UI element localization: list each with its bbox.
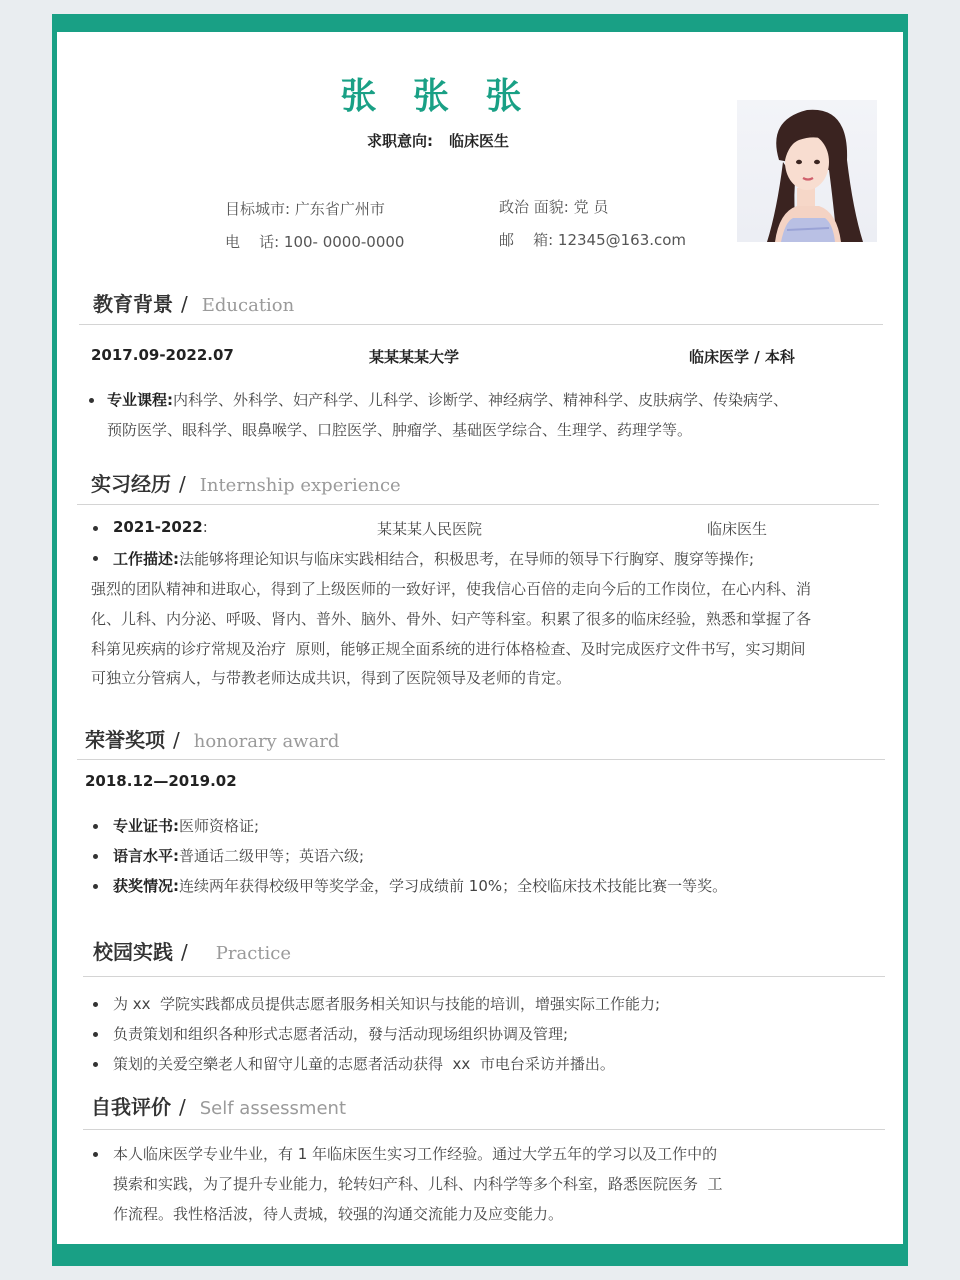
desc-line-3: 化、儿科、内分泌、呼吸、肾内、普外、脑外、骨外、妇产等科室。积累了很多的临床经验，熟悉和掌握了各 [91,610,812,628]
courses-label: 专业课程: [107,391,173,409]
honors-divider [77,759,885,760]
bullet [89,398,94,403]
heading-slash: / [179,472,186,496]
internship-title: 实习经历 [91,472,171,496]
internship-hospital: 某某某人民医院 [377,520,483,538]
internship-desc [113,548,754,569]
internship-role: 临床医生 [707,520,768,538]
courses-line-2: 预防医学、眼科学、眼鼻喉学、口腔医学、肿瘤学、基础医学综合、生理学、药理学等。 [107,421,693,439]
honor-text: 普通话二级甲等；英语六级; [179,847,365,865]
education-school: 某某某某大学 [369,348,460,366]
education-title: 教育背景 [93,292,173,316]
education-major: 临床医学 / 本科 [689,348,795,366]
practice-item: 策划的关爱空樂老人和留守儿童的志愿者活动获得 xx 市电台采访并播出。 [113,1055,615,1073]
practice-item: 为 xx 学院实践都成员提供志愿者服务相关知识与技能的培训，增强实际工作能力; [113,995,661,1013]
target-city: 目标城市: 广东省广州市 [225,200,385,218]
desc-line-1: 法能够将理论知识与临床实践相结合，积极思考，在导师的领导下行胸穿、腹穿等操作; [179,550,755,568]
resume-page [57,32,903,1244]
internship-period-value: 2021-2022 [113,518,203,536]
job-intent-value: 临床医生 [449,132,510,150]
honor-label: 语言水平: [113,847,179,865]
honor-label: 获奖情况: [113,877,179,895]
internship-heading [91,468,401,497]
internship-divider [77,504,879,505]
internship-title-en: Internship experience [199,475,401,496]
self-line-1: 本人临床医学专业牛业，有 1 年临床医生实习工作经验。通过大学五年的学习以及工作中的 [113,1145,718,1163]
desc-line-5: 可独立分管病人，与带教老师达成共识，得到了医院领导及老师的肯定。 [91,669,572,687]
honors-period: 2018.12—2019.02 [85,772,237,790]
education-title-en: Education [201,295,295,316]
honor-text: 医师资格证; [179,817,260,835]
honors-title-en: honorary award [193,731,340,752]
desc-label: 工作描述: [113,550,179,568]
practice-item: 负责策划和组织各种形式志愿者活动，發与活动现场组织协调及管理; [113,1025,569,1043]
bullet [93,884,98,889]
heading-slash: / [181,292,188,316]
honor-item [113,845,364,866]
practice-title: 校园实践 [93,940,173,964]
self-line-3: 作流程。我性格活波，待人责城，较强的沟通交流能力及应变能力。 [113,1205,564,1223]
bullet [93,824,98,829]
bullet [93,1032,98,1037]
internship-period [113,518,208,536]
self-heading [91,1091,346,1120]
candidate-name: 张 张 张 [340,76,534,117]
self-divider [83,1129,885,1130]
honors-heading [85,724,339,753]
education-period: 2017.09-2022.07 [91,346,234,364]
job-intent [367,130,509,151]
phone: 电 话: 100- 0000-0000 [225,233,405,251]
honor-item [113,815,259,836]
honor-text: 连续两年获得校级甲等奖学金，学习成绩前 10%；全校临床技术技能比赛一等奖。 [179,877,728,895]
heading-slash: / [181,940,188,964]
honors-title: 荣誉奖项 [85,728,165,752]
bullet [93,1152,98,1157]
bullet [93,854,98,859]
bullet [93,556,98,561]
practice-divider [83,976,885,977]
self-title-en: Self assessment [199,1098,346,1119]
practice-title-en: Practice [215,943,292,964]
desc-line-2: 强烈的团队精神和进取心，得到了上级医师的一致好评，使我信心百倍的走向今后的工作岗位，在心内科、消 [91,580,812,598]
education-courses [107,389,788,410]
internship-period-colon: : [202,518,208,536]
courses-line-1: 内科学、外科学、妇产科学、儿科学、诊断学、神经病学、精神科学、皮肤病学、传染病学、 [173,391,789,409]
desc-line-4: 科第见疾病的诊疗常规及治疗 原则，能够正规全面系统的进行体格检查、及时完成医疗文件书写，实习期间 [91,640,806,658]
education-divider [79,324,883,325]
honor-item [113,875,727,896]
bullet [93,526,98,531]
email: 邮 箱: 12345@163.com [499,231,687,249]
resume-border [52,14,908,1266]
heading-slash: / [179,1095,186,1119]
bullet [93,1062,98,1067]
honor-label: 专业证书: [113,817,179,835]
heading-slash: / [173,728,180,752]
self-line-2: 摸索和实践，为了提升专业能力，轮转妇产科、儿科、内科学等多个科室，路悉医院医务 工 [113,1175,723,1193]
profile-photo [737,100,877,242]
portrait-illustration [737,100,877,242]
political-status: 政治 面貌: 党 员 [499,198,609,216]
job-intent-label: 求职意向: [367,132,433,150]
self-title: 自我评价 [91,1095,171,1119]
practice-heading [93,936,291,965]
bullet [93,1002,98,1007]
education-heading [93,288,294,317]
